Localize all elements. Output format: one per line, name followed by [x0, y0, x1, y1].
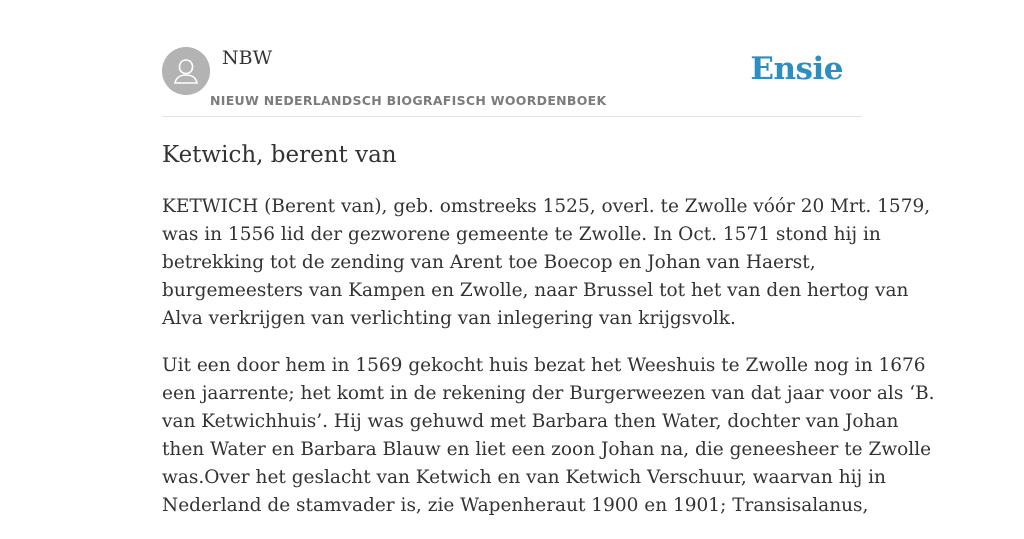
paragraph-line: burgemeesters van Kampen en Zwolle, naar Brussel tot het van den hertog van: [162, 280, 909, 301]
header: [162, 0, 862, 117]
paragraph-line: Uit een door hem in 1569 gekocht huis bezat het Weeshuis te Zwolle nog in 1676: [162, 355, 926, 376]
user-avatar-icon[interactable]: [162, 47, 210, 95]
paragraph-line: then Water en Barbara Blauw en liet een zoon Johan na, die geneesheer te Zwolle: [162, 439, 932, 460]
article-body: [162, 193, 935, 539]
page: [162, 0, 935, 516]
paragraph-line: betrekking tot de zending van Arent toe Boecop en Johan van Haerst,: [162, 252, 816, 273]
paragraph-line: Alva verkrijgen van verlichting van inlegering van krijgsvolk.: [162, 308, 736, 329]
paragraph-line: was.Over het geslacht van Ketwich en van Ketwich Verschuur, waarvan hij in: [162, 467, 886, 488]
paragraph-line: KETWICH (Berent van), geb. omstreeks 1525, overl. te Zwolle vóór 20 Mrt. 1579,: [162, 196, 931, 217]
paragraph-line: Nederland de stamvader is, zie Wapenheraut 1900 en 1901; Transisalanus,: [162, 495, 869, 516]
source-subtitle: NIEUW NEDERLANDSCH BIOGRAFISCH WOORDENBOEK: [210, 93, 607, 108]
paragraph-line: een jaarrente; het komt in de rekening der Burgerweezen van dat jaar voor als ‘B.: [162, 383, 935, 404]
author-name[interactable]: NBW: [222, 47, 273, 69]
ensie-logo[interactable]: Ensie: [750, 51, 843, 87]
article-paragraph-2: [162, 352, 935, 520]
paragraph-line: van Ketwichhuis’. Hij was gehuwd met Barbara then Water, dochter van Johan: [162, 411, 899, 432]
page-title: Ketwich, berent van: [162, 142, 397, 168]
article-paragraph-1: [162, 193, 931, 333]
paragraph-line: was in 1556 lid der gezworene gemeente te Zwolle. In Oct. 1571 stond hij in: [162, 224, 881, 245]
